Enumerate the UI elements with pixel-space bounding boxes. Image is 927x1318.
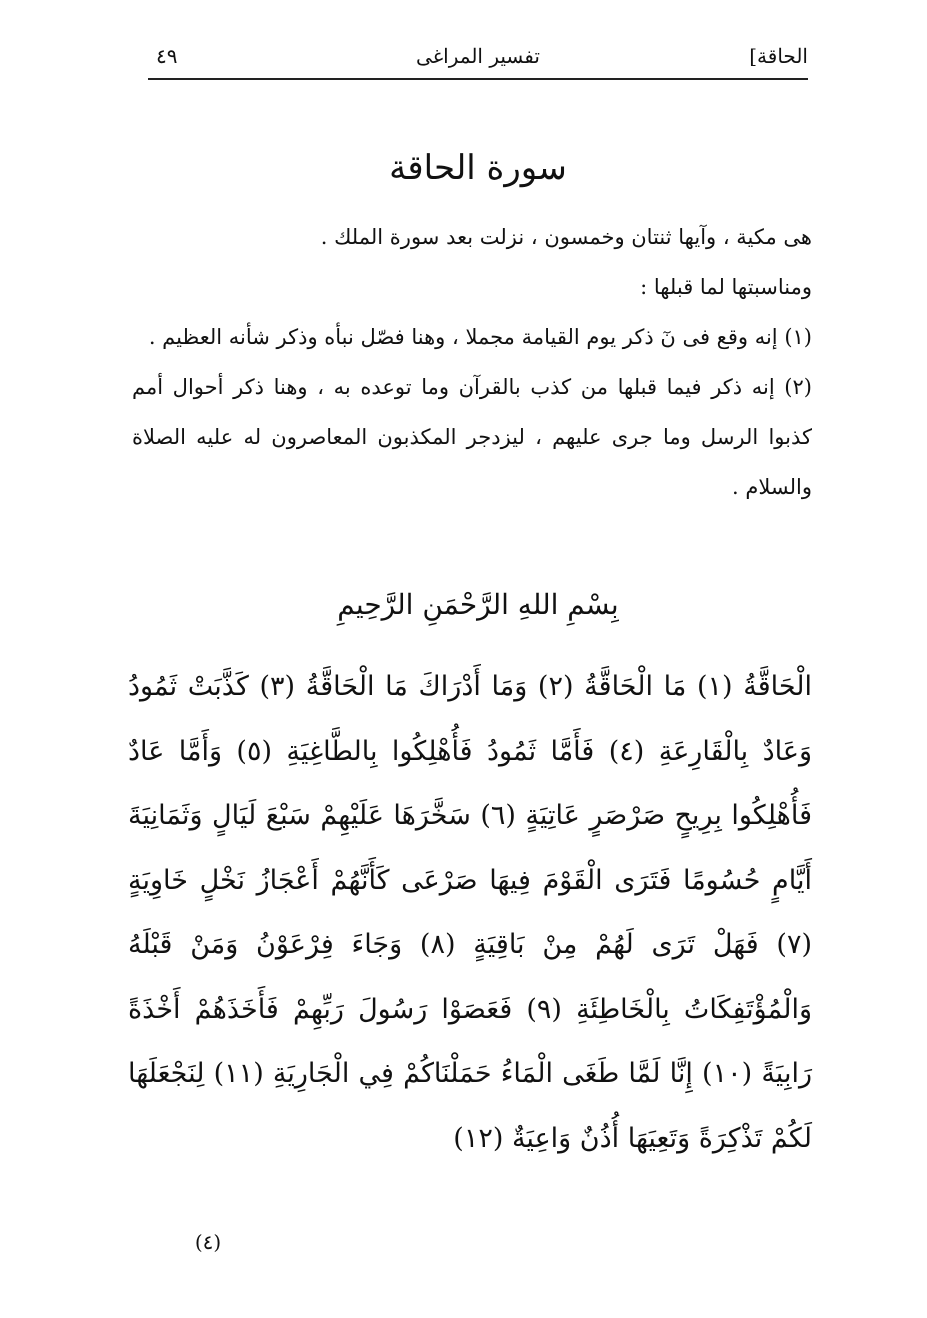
intro-line-revelation: هى مكية ، وآيها ثنتان وخمسون ، نزلت بعد سورة الملك . bbox=[320, 225, 812, 249]
running-header-book-title: تفسير المراغى bbox=[416, 44, 540, 68]
header-rule bbox=[148, 78, 808, 80]
verses-text: الْحَاقَّةُ (١) مَا الْحَاقَّةُ (٢) وَمَا أَدْرَاكَ مَا الْحَاقَّةُ (٣) كَذَّبَتْ ثَمُودُ وَعَادٌ بِالْقَارِعَةِ (٤) فَأَمَّا ثَمُودُ فَأُهْلِكُوا بِالطَّاغِيَةِ (٥) وَأَمَّا عَادٌ فَأُهْلِكُوا بِرِيحٍ صَرْصَرٍ عَاتِيَةٍ (٦) سَخَّرَهَا عَلَيْهِمْ سَبْعَ لَيَالٍ وَثَمَانِيَةَ أَيَّامٍ حُسُومًا فَتَرَى الْقَوْمَ فِيهَا صَرْعَى كَأَنَّهُمْ أَعْجَازُ نَخْلٍ خَاوِيَةٍ (٧) فَهَلْ تَرَى لَهُمْ مِنْ بَاقِيَةٍ (٨) وَجَاءَ فِرْعَوْنُ وَمَنْ قَبْلَهُ وَالْمُؤْتَفِكَاتُ بِالْخَاطِئَةِ (٩) فَعَصَوْا رَسُولَ رَبِّهِمْ فَأَخَذَهُمْ أَخْذَةً رَابِيَةً (١٠) إِنَّا لَمَّا طَغَى الْمَاءُ حَمَلْنَاكُمْ فِي الْجَارِيَةِ (١١) لِنَجْعَلَهَا لَكُمْ تَذْكِرَةً وَتَعِيَهَا أُذُنٌ وَاعِيَةٌ (١٢) bbox=[128, 671, 813, 1154]
page-header bbox=[148, 40, 808, 80]
signature-mark: (٤) bbox=[194, 1230, 222, 1254]
intro-point-2: (٢) إنه ذكر فيما قبلها من كذب بالقرآن وما توعده به ، وهنا ذكر أحوال أمم كذبوا الرسل وما جرى عليهم ، ليزدجر المكذبون المعاصرون له عليه الصلاة والسلام . bbox=[132, 375, 812, 499]
surah-title: سورة الحاقة bbox=[389, 148, 567, 188]
intro-section bbox=[132, 212, 812, 512]
quran-verses bbox=[128, 655, 812, 1171]
intro-point-1: (١) إنه وقع فى نٓ ذكر يوم القيامة مجملا ، وهنا فصّل نبأه وذكر شأنه العظيم . bbox=[148, 325, 812, 349]
running-header-surah-name: الحاقة] bbox=[749, 44, 808, 68]
intro-line-relation: ومناسبتها لما قبلها : bbox=[640, 275, 812, 299]
basmala: بِسْمِ اللهِ الرَّحْمَنِ الرَّحِيمِ bbox=[337, 588, 619, 621]
page-number: ٤٩ bbox=[156, 44, 178, 68]
